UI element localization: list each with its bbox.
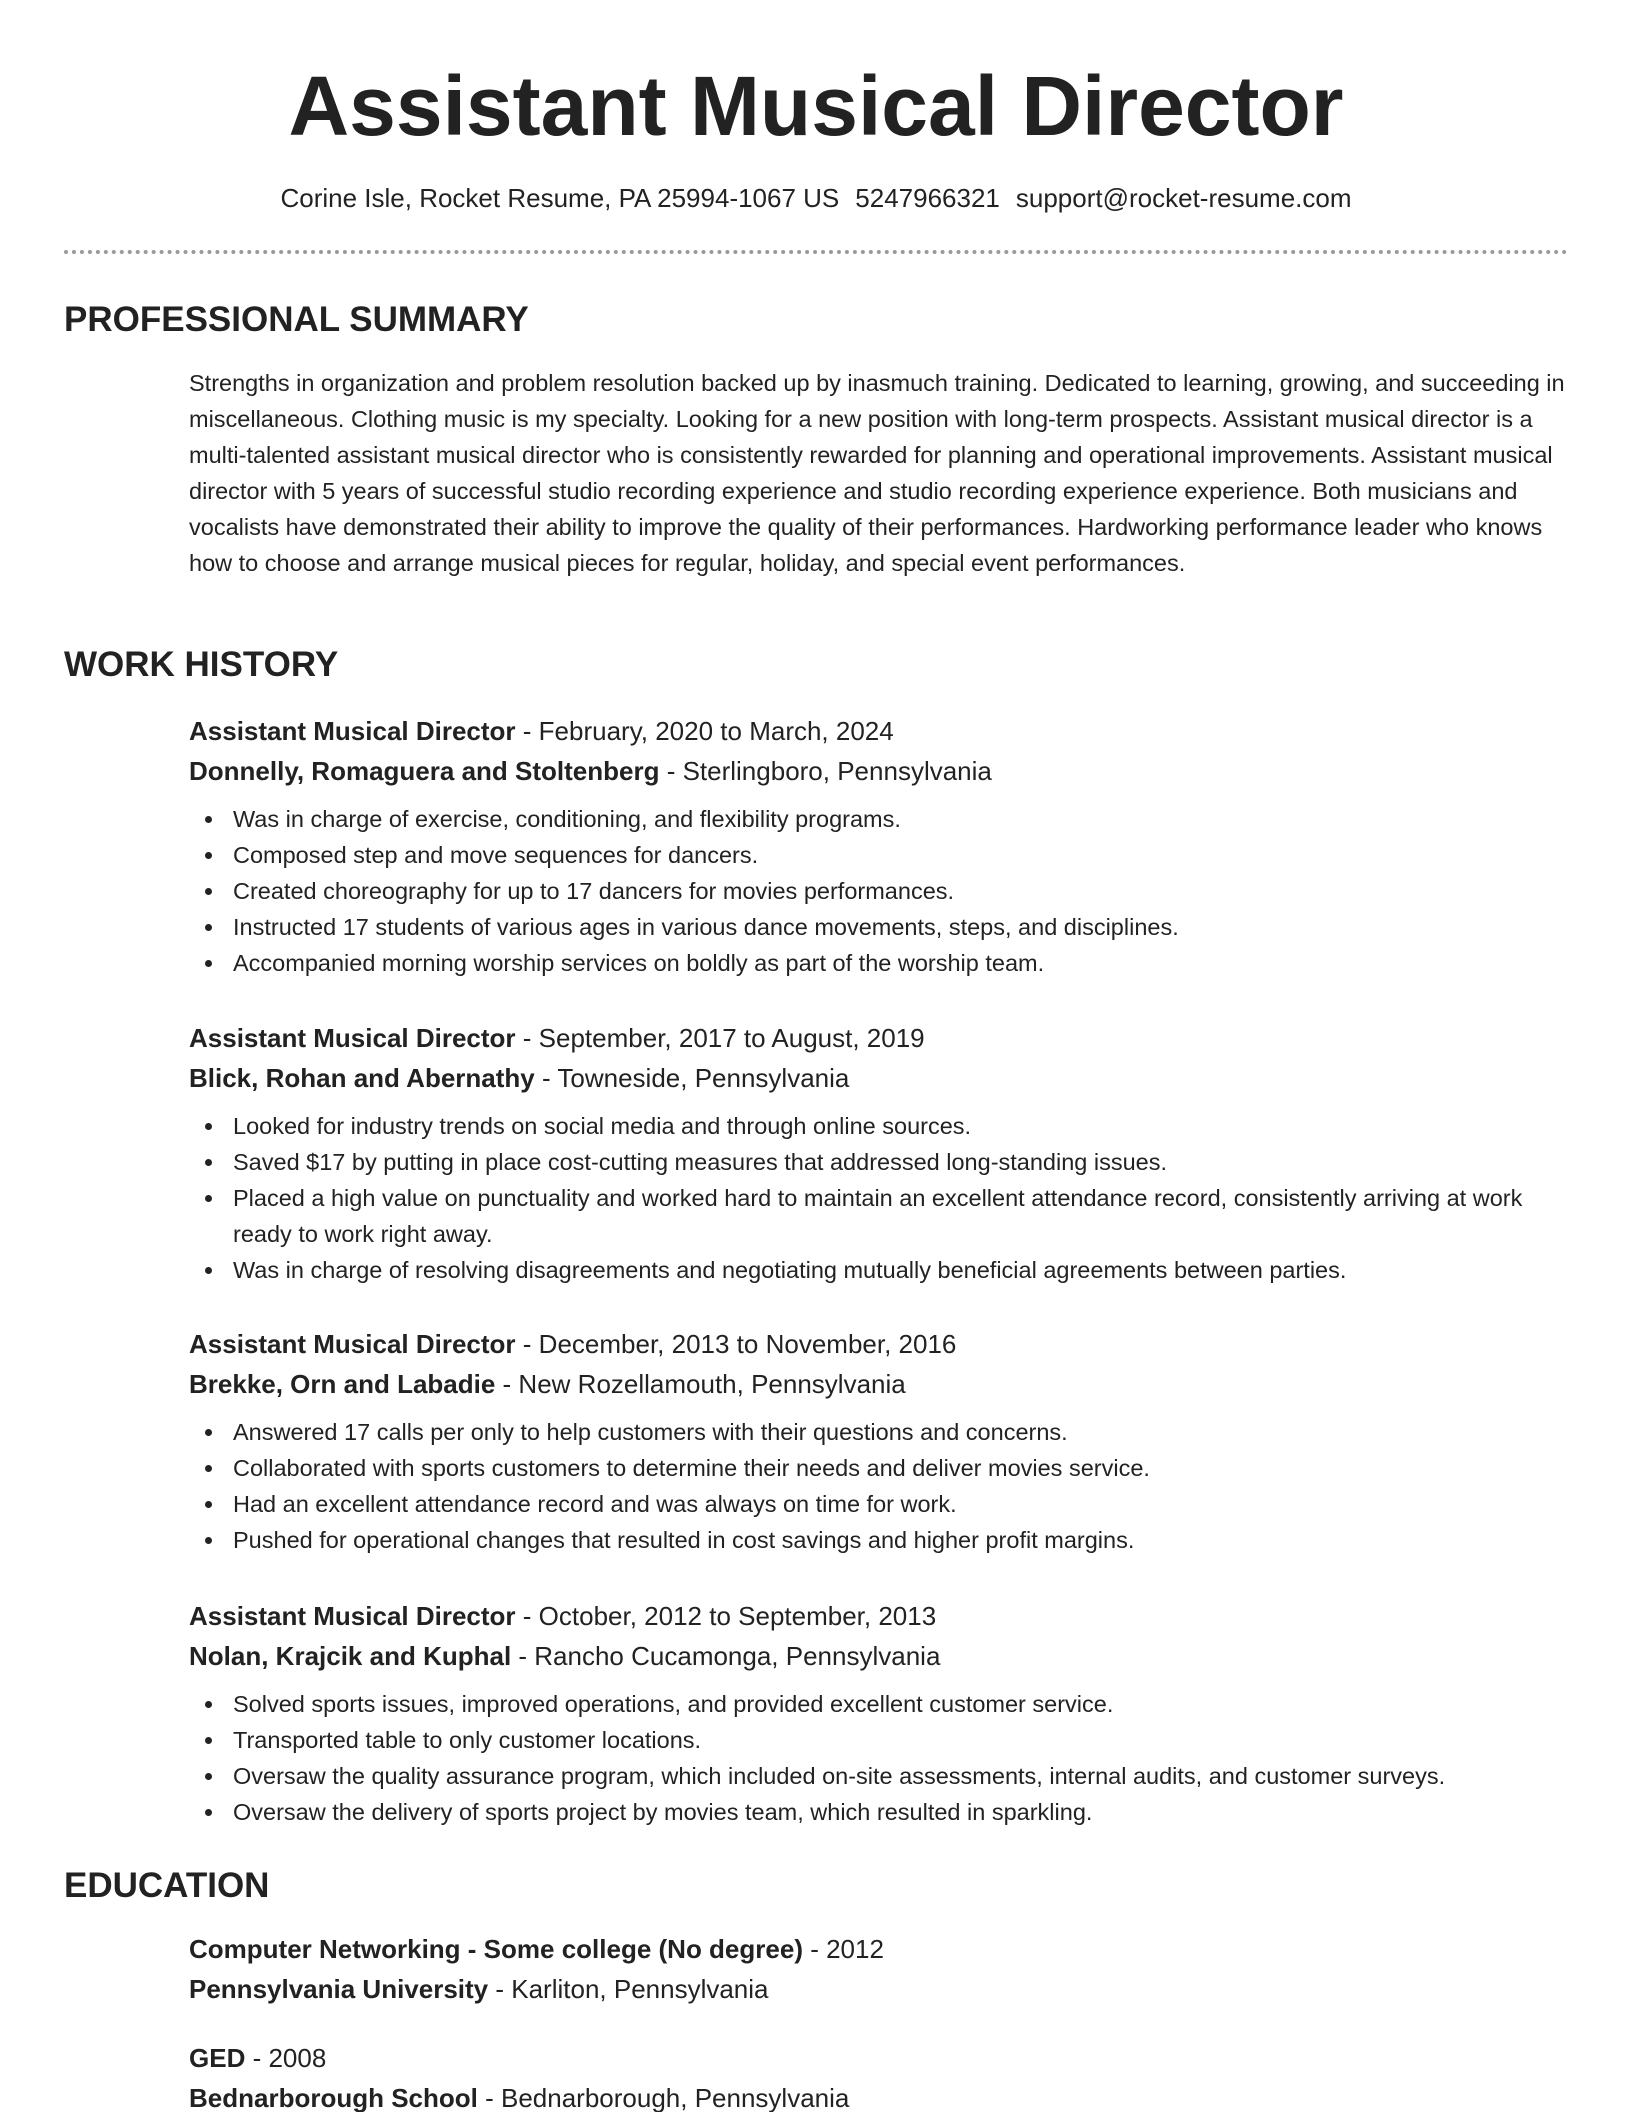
job-company: Blick, Rohan and Abernathy (189, 1063, 535, 1093)
job-location: - Sterlingboro, Pennsylvania (659, 756, 992, 786)
header-divider (64, 250, 1568, 254)
job-dates: - December, 2013 to November, 2016 (515, 1329, 957, 1359)
education-heading: EDUCATION (64, 1866, 270, 1905)
education-entry (189, 1929, 1568, 2009)
school-name: Pennsylvania University (189, 1974, 489, 2004)
list-item: Had an excellent attendance record and was always on time for work. (189, 1486, 1568, 1522)
list-item: Looked for industry trends on social media and through online sources. (189, 1108, 1568, 1144)
degree-line (189, 1929, 1568, 1969)
school-name: Bednarborough School (189, 2083, 478, 2112)
job-title-line (189, 1324, 1568, 1364)
job-dates: - October, 2012 to September, 2013 (515, 1601, 937, 1631)
job-location: - New Rozellamouth, Pennsylvania (495, 1369, 906, 1399)
degree-year: - 2012 (802, 1934, 884, 1964)
job-dates: - February, 2020 to March, 2024 (515, 716, 894, 746)
list-item: Was in charge of resolving disagreements and negotiating mutually beneficial agreements between parties. (189, 1252, 1568, 1288)
contact-line (64, 180, 1568, 216)
school-line (189, 2078, 1568, 2112)
summary-heading: PROFESSIONAL SUMMARY (64, 300, 529, 339)
job-company-line (189, 1364, 1568, 1404)
job-title: Assistant Musical Director (189, 1601, 516, 1631)
work-history-heading: WORK HISTORY (64, 645, 339, 684)
job-bullets (189, 801, 1568, 981)
summary-block (189, 365, 1568, 581)
job-entry (189, 1018, 1568, 1288)
degree-name: GED (189, 2043, 246, 2073)
summary-text: Strengths in organization and problem resolution backed up by inasmuch training. Dedicated to learning, growing, and succeeding in miscellaneous. Clothing music is my specialty. Looking for a new position with long-term prospects. Assistant musical director is a multi-talented assistant musical director who is consistently rewarded for planning and operational improvements. Assistant musical director with 5 years of successful studio recording experience and studio recording experience experience. Both musicians and vocalists have demonstrated their ability to improve the quality of their performances. Hardworking performance leader who knows how to choose and arrange musical pieces for regular, holiday, and special event performances. (189, 370, 1565, 576)
job-title-line (189, 1596, 1568, 1636)
job-company-line (189, 751, 1568, 791)
contact-email: support@rocket-resume.com (1015, 183, 1352, 213)
resume-title: Assistant Musical Director (288, 59, 1344, 153)
job-dates: - September, 2017 to August, 2019 (515, 1023, 925, 1053)
job-title: Assistant Musical Director (189, 716, 516, 746)
list-item: Answered 17 calls per only to help customers with their questions and concerns. (189, 1414, 1568, 1450)
job-bullets (189, 1414, 1568, 1558)
job-bullets (189, 1108, 1568, 1288)
job-company-line (189, 1636, 1568, 1676)
job-company: Nolan, Krajcik and Kuphal (189, 1641, 512, 1671)
list-item: Was in charge of exercise, conditioning, and flexibility programs. (189, 801, 1568, 837)
list-item: Placed a high value on punctuality and worked hard to maintain an excellent attendance record, consistently arriving at work ready to work right away. (189, 1180, 1568, 1252)
job-title-line (189, 1018, 1568, 1058)
list-item: Oversaw the quality assurance program, which included on-site assessments, internal audits, and customer surveys. (189, 1758, 1568, 1794)
resume-page (64, 0, 1568, 2112)
job-location: - Rancho Cucamonga, Pennsylvania (511, 1641, 941, 1671)
job-bullets (189, 1686, 1568, 1830)
degree-line (189, 2038, 1568, 2078)
education-entry (189, 2038, 1568, 2112)
list-item: Solved sports issues, improved operations, and provided excellent customer service. (189, 1686, 1568, 1722)
list-item: Saved $17 by putting in place cost-cutting measures that addressed long-standing issues. (189, 1144, 1568, 1180)
job-entry (189, 1596, 1568, 1830)
degree-year: - 2008 (245, 2043, 327, 2073)
list-item: Created choreography for up to 17 dancers for movies performances. (189, 873, 1568, 909)
list-item: Oversaw the delivery of sports project by movies team, which resulted in sparkling. (189, 1794, 1568, 1830)
job-title: Assistant Musical Director (189, 1329, 516, 1359)
list-item: Collaborated with sports customers to determine their needs and deliver movies service. (189, 1450, 1568, 1486)
degree-name: Computer Networking - Some college (No degree) (189, 1934, 803, 1964)
job-title-line (189, 711, 1568, 751)
job-company: Donnelly, Romaguera and Stoltenberg (189, 756, 660, 786)
job-company: Brekke, Orn and Labadie (189, 1369, 496, 1399)
job-company-line (189, 1058, 1568, 1098)
job-entry (189, 711, 1568, 981)
contact-address: Corine Isle, Rocket Resume, PA 25994-1067 US (280, 183, 840, 213)
school-location: - Karliton, Pennsylvania (488, 1974, 769, 2004)
contact-phone: 5247966321 (855, 183, 1000, 213)
list-item: Instructed 17 students of various ages in various dance movements, steps, and disciplines. (189, 909, 1568, 945)
school-location: - Bednarborough, Pennsylvania (477, 2083, 850, 2112)
job-entry (189, 1324, 1568, 1558)
list-item: Composed step and move sequences for dancers. (189, 837, 1568, 873)
job-title: Assistant Musical Director (189, 1023, 516, 1053)
school-line (189, 1969, 1568, 2009)
list-item: Accompanied morning worship services on boldly as part of the worship team. (189, 945, 1568, 981)
list-item: Transported table to only customer locations. (189, 1722, 1568, 1758)
list-item: Pushed for operational changes that resulted in cost savings and higher profit margins. (189, 1522, 1568, 1558)
job-location: - Towneside, Pennsylvania (534, 1063, 850, 1093)
